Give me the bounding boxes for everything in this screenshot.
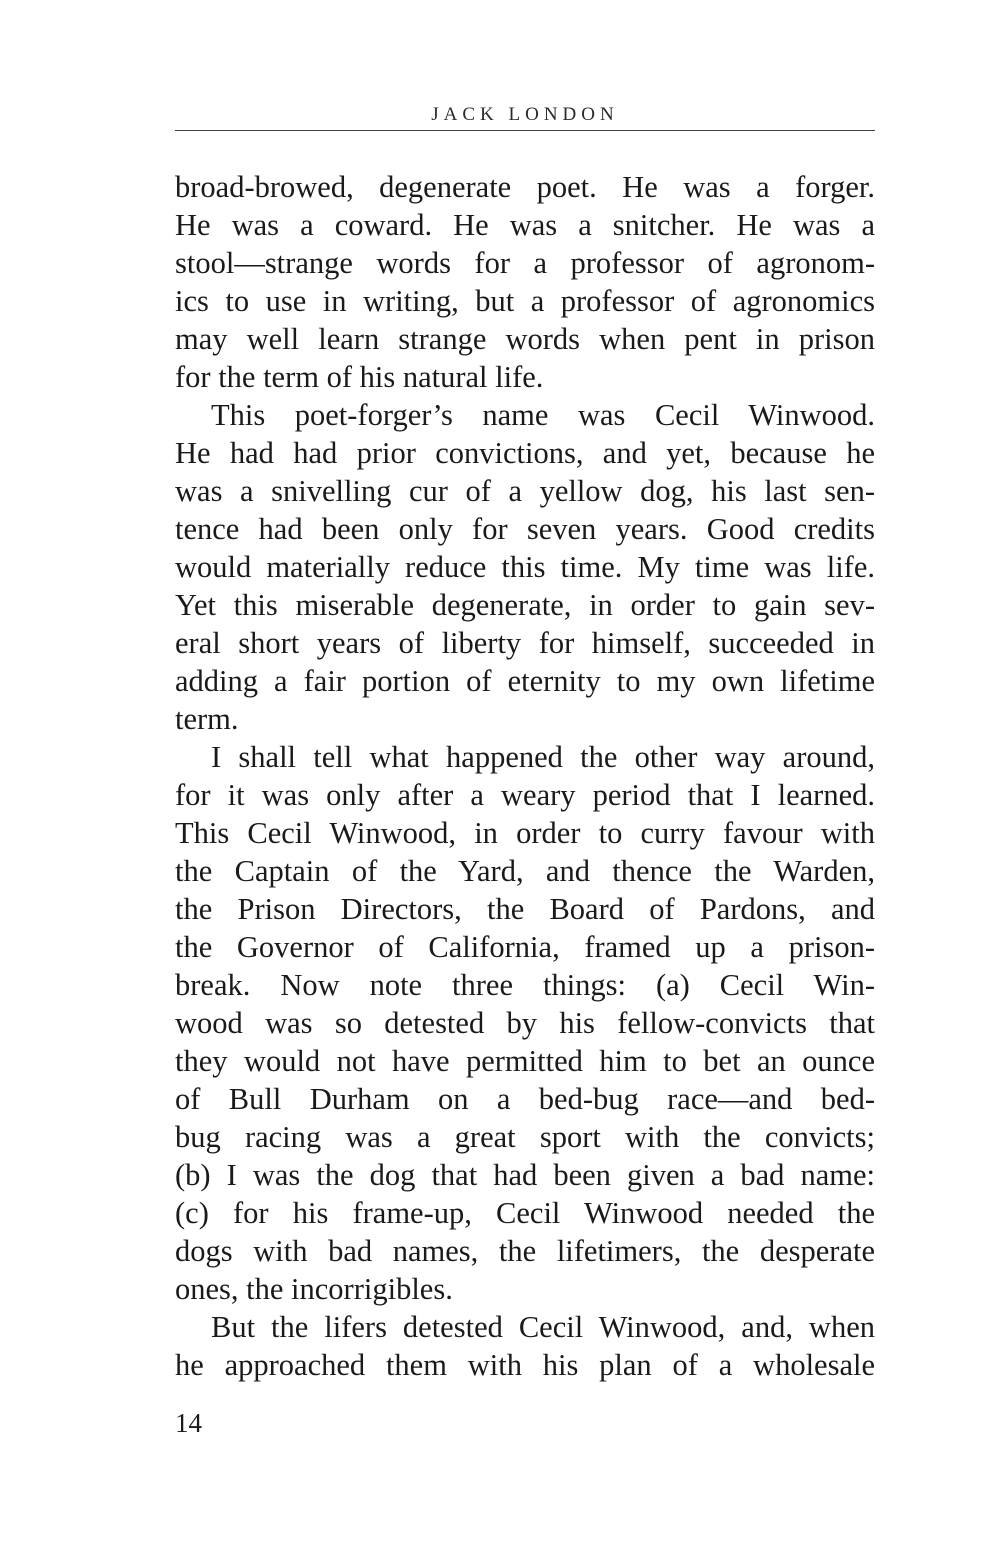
text-line: This Cecil Winwood, in order to curry favour with	[175, 816, 875, 850]
text-line: This poet-forger’s name was Cecil Winwood.	[211, 398, 875, 432]
text-line: (c) for his frame-up, Cecil Winwood needed the	[175, 1196, 875, 1230]
paragraph	[175, 396, 875, 738]
text-line: (b) I was the dog that had been given a bad name:	[175, 1158, 875, 1192]
paragraph	[175, 1308, 875, 1384]
text-line: may well learn strange words when pent in prison	[175, 322, 875, 356]
text-line: bug racing was a great sport with the convicts;	[175, 1120, 875, 1154]
text-line: ics to use in writing, but a professor of agronomics	[175, 284, 875, 318]
header-rule	[175, 130, 875, 131]
text-line: I shall tell what happened the other way around,	[211, 740, 875, 774]
text-line: break. Now note three things: (a) Cecil Win-	[175, 968, 875, 1002]
text-line: they would not have permitted him to bet an ounce	[175, 1044, 875, 1078]
paragraph	[175, 168, 875, 396]
text-line: he approached them with his plan of a wholesale	[175, 1348, 875, 1382]
text-line: the Governor of California, framed up a prison-	[175, 930, 875, 964]
text-line: ones, the incorrigibles.	[175, 1272, 453, 1306]
text-line: for it was only after a weary period that I learned.	[175, 778, 875, 812]
text-line: broad-browed, degenerate poet. He was a forger.	[175, 170, 875, 204]
text-line: term.	[175, 702, 239, 736]
text-line: of Bull Durham on a bed-bug race—and bed-	[175, 1082, 875, 1116]
text-line: the Captain of the Yard, and thence the Warden,	[175, 854, 875, 888]
text-line: adding a fair portion of eternity to my own lifetime	[175, 664, 875, 698]
text-line: Yet this miserable degenerate, in order to gain sev-	[175, 588, 875, 622]
text-line: for the term of his natural life.	[175, 360, 544, 394]
text-line: But the lifers detested Cecil Winwood, and, when	[211, 1310, 875, 1344]
text-line: was a snivelling cur of a yellow dog, his last sen-	[175, 474, 875, 508]
text-line: dogs with bad names, the lifetimers, the desperate	[175, 1234, 875, 1268]
text-line: tence had been only for seven years. Good credits	[175, 512, 875, 546]
text-line: eral short years of liberty for himself, succeeded in	[175, 626, 875, 660]
text-line: would materially reduce this time. My time was life.	[175, 550, 875, 584]
paragraph	[175, 738, 875, 1308]
text-line: stool—strange words for a professor of agronom-	[175, 246, 875, 280]
text-line: He had had prior convictions, and yet, because he	[175, 436, 875, 470]
text-line: the Prison Directors, the Board of Pardons, and	[175, 892, 875, 926]
body-text	[175, 168, 875, 1384]
text-line: wood was so detested by his fellow-convicts that	[175, 1006, 875, 1040]
running-head: JACK LONDON	[431, 104, 619, 125]
text-line: He was a coward. He was a snitcher. He was a	[175, 208, 875, 242]
page-number: 14	[175, 1408, 202, 1438]
